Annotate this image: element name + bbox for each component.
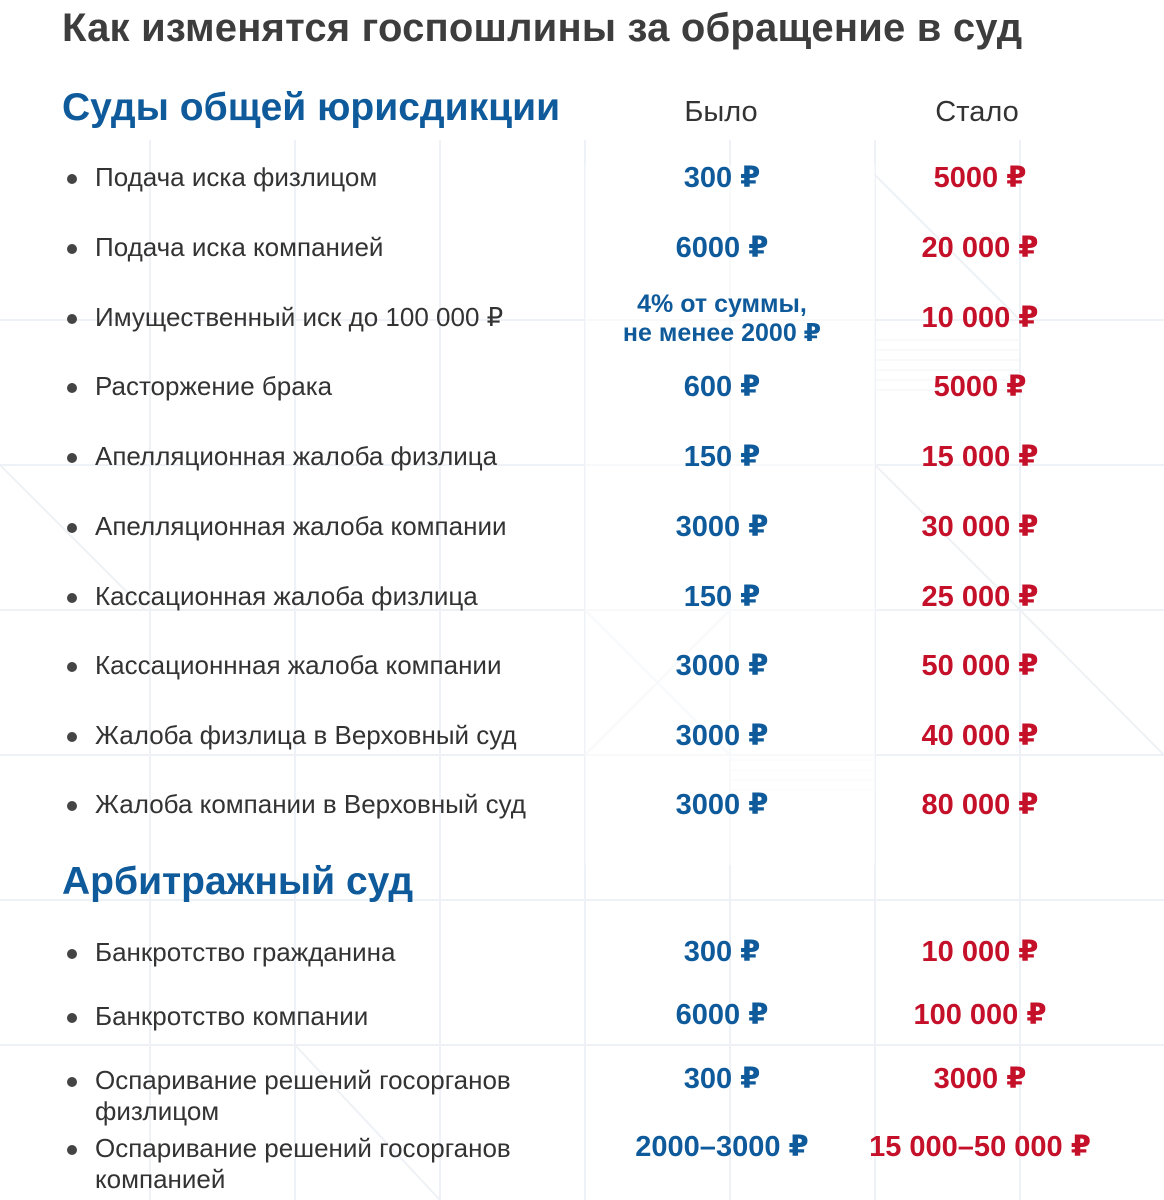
list-item: Апелляционная жалоба физлица: [95, 441, 497, 472]
list-item: Расторжение брака: [95, 371, 332, 402]
bullet-icon: [67, 662, 77, 672]
fee-before: 3000 ₽: [675, 720, 769, 752]
bullet-icon: [67, 801, 77, 811]
list-item: Жалоба физлица в Верховный суд: [95, 720, 517, 751]
fee-before: 6000 ₽: [675, 232, 769, 264]
list-item: Имущественный иск до 100 000 ₽: [95, 302, 503, 333]
fee-before: 300 ₽: [683, 1063, 761, 1095]
fee-after: 3000 ₽: [933, 1063, 1027, 1095]
list-item: Банкротство гражданина: [95, 937, 395, 968]
page-title: Как изменятся госпошлины за обращение в суд: [62, 6, 1023, 50]
fee-after: 25 000 ₽: [921, 581, 1039, 613]
fee-before: 300 ₽: [683, 936, 761, 968]
section-heading-arbitration-court: Арбитражный суд: [62, 860, 414, 903]
fee-after: 10 000 ₽: [921, 936, 1039, 968]
fee-after: 5000 ₽: [933, 162, 1027, 194]
fee-before: 150 ₽: [683, 441, 761, 473]
fee-before: 4% от суммы, не менее 2000 ₽: [622, 290, 822, 347]
bullet-icon: [67, 174, 77, 184]
bullet-icon: [67, 732, 77, 742]
bullet-icon: [67, 1145, 77, 1155]
list-item: Подача иска компанией: [95, 232, 383, 263]
bullet-icon: [67, 523, 77, 533]
list-item: Оспаривание решений госорганов физлицом: [95, 1065, 511, 1127]
bullet-icon: [67, 453, 77, 463]
fee-before: 150 ₽: [683, 581, 761, 613]
fee-after: 30 000 ₽: [921, 511, 1039, 543]
fee-after: 15 000 ₽: [921, 441, 1039, 473]
section-heading-general-courts: Суды общей юрисдикции: [62, 86, 561, 129]
fee-after: 20 000 ₽: [921, 232, 1039, 264]
fee-after: 80 000 ₽: [921, 789, 1039, 821]
bullet-icon: [67, 314, 77, 324]
fee-after: 10 000 ₽: [921, 302, 1039, 334]
fee-before: 3000 ₽: [675, 511, 769, 543]
fee-before: 3000 ₽: [675, 650, 769, 682]
fee-before: 300 ₽: [683, 162, 761, 194]
fee-before: 2000–3000 ₽: [635, 1131, 809, 1163]
fee-before: 6000 ₽: [675, 999, 769, 1031]
fee-after: 5000 ₽: [933, 371, 1027, 403]
bullet-icon: [67, 244, 77, 254]
bullet-icon: [67, 1013, 77, 1023]
fee-after: 40 000 ₽: [921, 720, 1039, 752]
column-header-before: Было: [684, 96, 758, 128]
bullet-icon: [67, 593, 77, 603]
list-item: Банкротство компании: [95, 1001, 368, 1032]
list-item: Жалоба компании в Верховный суд: [95, 789, 526, 820]
fee-before: 600 ₽: [683, 371, 761, 403]
list-item: Кассационная жалоба физлица: [95, 581, 478, 612]
fee-before: 3000 ₽: [675, 789, 769, 821]
list-item: Кассационнная жалоба компании: [95, 650, 501, 681]
column-header-after: Стало: [935, 96, 1019, 128]
bullet-icon: [67, 949, 77, 959]
fee-after: 50 000 ₽: [921, 650, 1039, 682]
bullet-icon: [67, 383, 77, 393]
list-item: Подача иска физлицом: [95, 162, 377, 193]
fee-after: 100 000 ₽: [913, 999, 1047, 1031]
fee-after: 15 000–50 000 ₽: [869, 1131, 1091, 1163]
list-item: Апелляционная жалоба компании: [95, 511, 507, 542]
bullet-icon: [67, 1077, 77, 1087]
list-item: Оспаривание решений госорганов компанией: [95, 1133, 511, 1195]
